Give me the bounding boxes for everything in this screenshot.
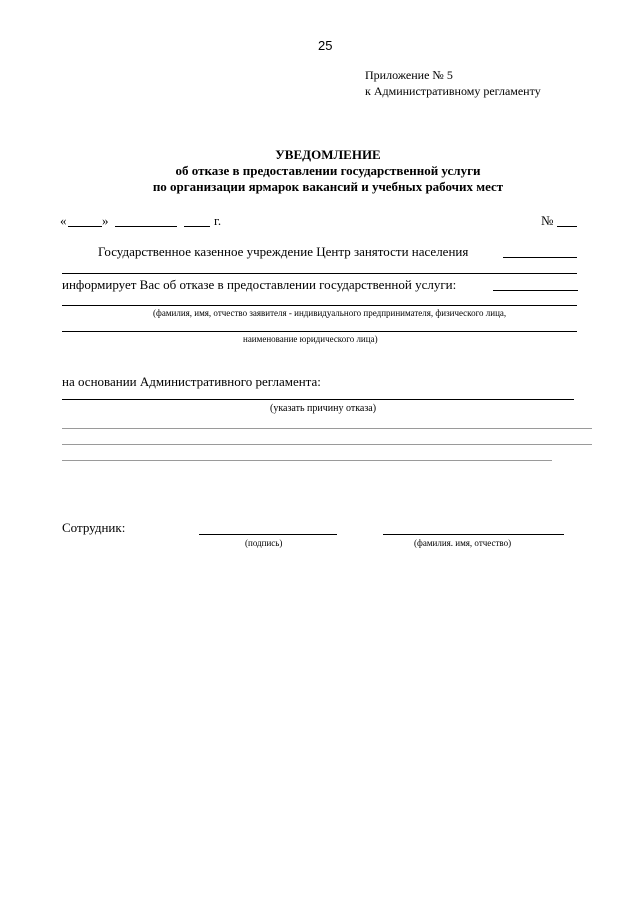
org-text: Государственное казенное учреждение Центр занятости населения <box>98 244 469 259</box>
reason-extra-line-1 <box>62 428 592 429</box>
informs-text: информирует Вас об отказе в предоставлении государственной услуги: <box>62 277 457 292</box>
org-name-line <box>62 273 577 274</box>
org-blank <box>503 257 577 258</box>
date-open-quote: « <box>60 213 67 228</box>
applicant-line-1 <box>62 305 577 306</box>
number-label: № <box>541 213 554 228</box>
document-title: УВЕДОМЛЕНИЕ <box>275 147 381 162</box>
basis-text: на основании Административного регламента: <box>62 374 321 389</box>
reason-caption: (указать причину отказа) <box>270 403 377 414</box>
number-blank <box>557 226 577 227</box>
page-number: 25 <box>318 38 333 53</box>
month-blank <box>115 226 177 227</box>
date-close-quote: » <box>102 213 109 228</box>
year-blank <box>184 226 210 227</box>
applicant-caption-2: наименование юридического лица) <box>243 334 378 344</box>
reason-extra-line-3 <box>62 460 552 461</box>
appendix-regulation: к Административному регламенту <box>365 84 541 98</box>
applicant-caption-1: (фамилия, имя, отчество заявителя - индивидуального предпринимателя, физического лица, <box>153 308 507 318</box>
document-subtitle-1: об отказе в предоставлении государственной услуги <box>175 163 481 178</box>
signature-line <box>199 534 337 535</box>
signature-caption: (подпись) <box>245 538 283 548</box>
reason-line <box>62 399 574 400</box>
day-blank <box>68 226 102 227</box>
appendix-label: Приложение № 5 <box>365 68 453 82</box>
informs-blank <box>493 290 578 291</box>
employee-name-line <box>383 534 564 535</box>
applicant-line-2 <box>62 331 577 332</box>
year-suffix: г. <box>214 213 222 228</box>
employee-label: Сотрудник: <box>62 520 126 535</box>
employee-name-caption: (фамилия. имя, отчество) <box>414 538 512 548</box>
document-subtitle-2: по организации ярмарок вакансий и учебных рабочих мест <box>152 179 504 194</box>
reason-extra-line-2 <box>62 444 592 445</box>
